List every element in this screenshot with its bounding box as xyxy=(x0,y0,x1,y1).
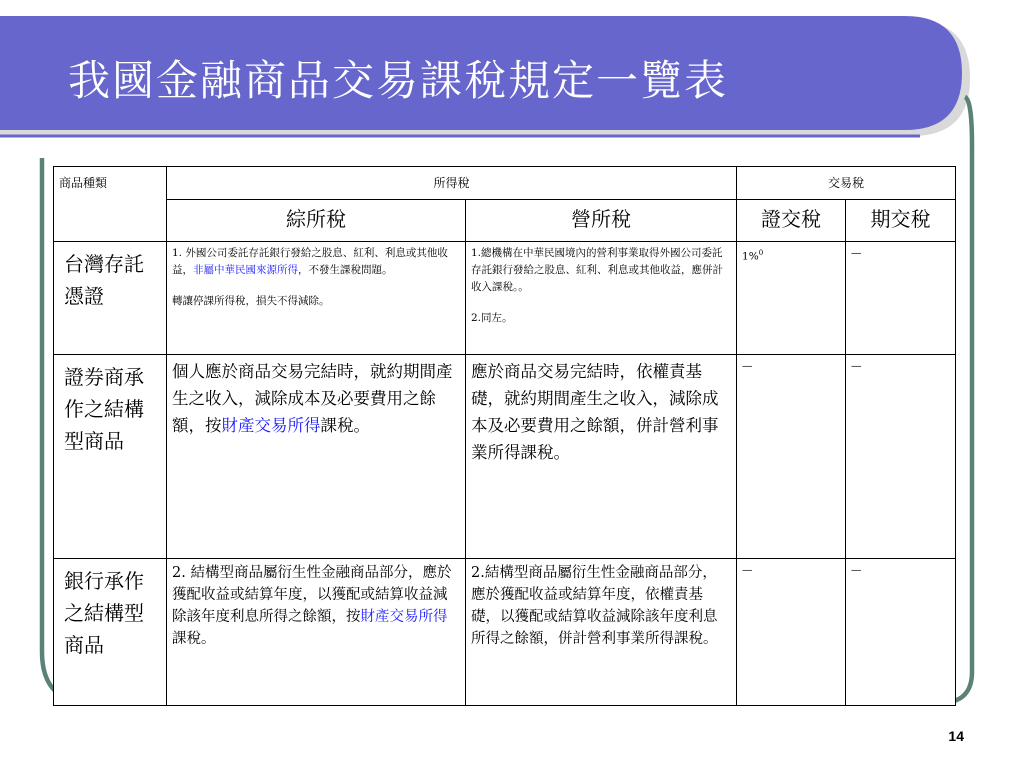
cell-securities-tax: — xyxy=(737,559,846,706)
tax-rules-table xyxy=(53,166,956,706)
cell-text: 1. 外國公司委託存託銀行發給之股息、紅利、利息或其他收益， xyxy=(172,247,448,276)
header-row-2 xyxy=(54,200,956,242)
securities-tax-rate: 1% xyxy=(742,250,759,263)
header-futures-transaction-tax: 期交稅 xyxy=(846,200,956,242)
cell-comprehensive-tax xyxy=(167,559,466,706)
cell-paragraph: 轉讓停課所得稅，損失不得減除。 xyxy=(172,295,330,307)
cell-paragraph xyxy=(172,245,460,279)
cell-business-tax: 2.結構型商品屬衍生性金融商品部分，應於獲配收益或結算年度，依權責基礎，以獲配或結算收益減除該年度利息所得之餘額，併計營利事業所得課稅。 xyxy=(466,559,737,706)
page-number: 14 xyxy=(948,728,964,744)
table-row xyxy=(54,355,956,559)
header-comprehensive-income-tax: 綜所稅 xyxy=(167,200,466,242)
highlighted-text: 財產交易所得 xyxy=(360,609,448,625)
page-title: 我國金融商品交易課稅規定一覽表 xyxy=(68,56,729,105)
cell-futures-tax: — xyxy=(846,355,956,559)
cell-text: 2. 結構型商品屬衍生性金融商品部分，應於獲配收益或結算年度，以獲配或結算收益減除該年度利息所得之餘額，按 xyxy=(172,565,452,625)
cell-futures-tax: — xyxy=(846,242,956,355)
header-income-tax: 所得稅 xyxy=(167,167,737,200)
cell-business-tax: 應於商品交易完結時，依權責基礎，就約期間產生之收入，減除成本及必要費用之餘額，併計營利事業所得課稅。 xyxy=(466,355,737,559)
cell-futures-tax: — xyxy=(846,559,956,706)
table-row xyxy=(54,559,956,706)
cell-text: 課稅。 xyxy=(320,416,370,435)
header-row-1 xyxy=(54,167,956,200)
cell-comprehensive-tax xyxy=(167,355,466,559)
header-transaction-tax: 交易稅 xyxy=(737,167,956,200)
cell-comprehensive-tax xyxy=(167,242,466,355)
securities-tax-rate-sup: 0 xyxy=(758,249,764,257)
header-securities-transaction-tax: 證交稅 xyxy=(737,200,846,242)
header-business-income-tax: 營所稅 xyxy=(466,200,737,242)
row-product-name: 銀行承作之結構型商品 xyxy=(54,559,167,706)
row-product-name: 證券商承作之結構型商品 xyxy=(54,355,167,559)
row-product-name: 台灣存託憑證 xyxy=(54,242,167,355)
table-row xyxy=(54,242,956,355)
cell-securities-tax: — xyxy=(737,355,846,559)
cell-securities-tax xyxy=(737,242,846,355)
highlighted-text: 財產交易所得 xyxy=(221,416,321,435)
header-product-type: 商品種類 xyxy=(54,167,167,242)
cell-text: ，不發生課稅問題。 xyxy=(298,264,393,276)
cell-paragraph: 2.同左。 xyxy=(471,312,513,324)
cell-text: 個人應於商品交易完結時，就約期間產生之收入，減除成本及必要費用之餘額，按 xyxy=(172,362,453,435)
cell-text: 課稅。 xyxy=(172,631,216,647)
cell-business-tax xyxy=(466,242,737,355)
highlighted-text: 非屬中華民國來源所得 xyxy=(193,264,298,276)
cell-paragraph: 1.總機構在中華民國境內的營利事業取得外國公司委託存託銀行發給之股息、紅利、利息或其他收益，應併計收入課稅。。 xyxy=(471,247,723,293)
